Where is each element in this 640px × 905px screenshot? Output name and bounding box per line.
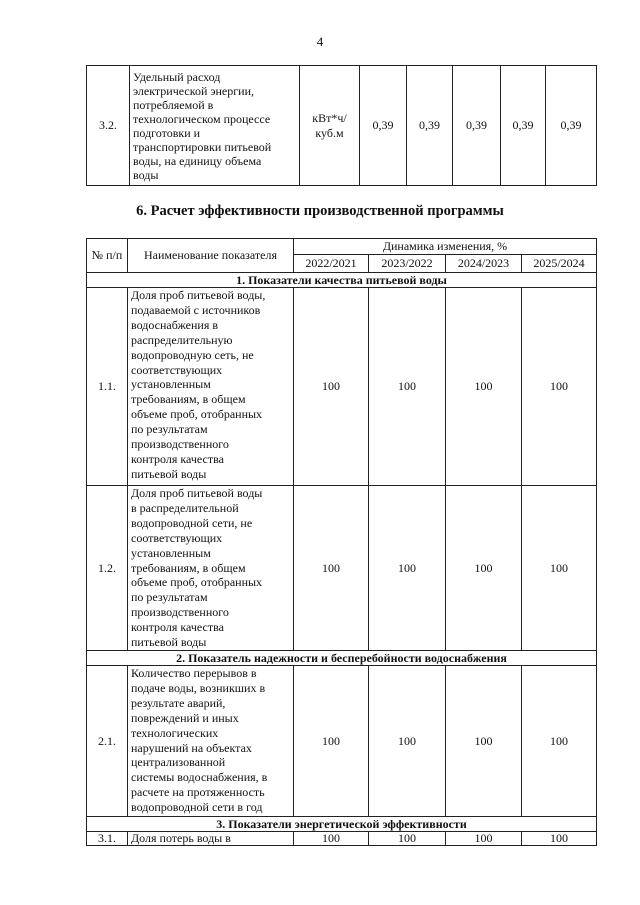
page-number: 4 [316, 34, 324, 49]
group-title: 3. Показатели энергетической эффективности [87, 817, 597, 832]
value-cell: 100 [369, 486, 446, 651]
header-year: 2023/2022 [369, 255, 446, 273]
value-cell: 100 [522, 486, 597, 651]
table-row [87, 832, 597, 846]
header-dynamics: Динамика изменения, % [294, 239, 597, 255]
value-cell: 0,39 [360, 66, 407, 186]
efficiency-table [86, 238, 597, 846]
table-row [87, 66, 597, 186]
indicator-description: Доля проб питьевой воды, подаваемой с источников водоснабжения в распределительную водопроводную сеть, не соответствующих установленным требованиям, в общем объеме проб, отобранных по результатам производственного контроля качества питьевой воды [128, 288, 294, 486]
water-energy-consumption-table [86, 65, 597, 186]
header-year: 2022/2021 [294, 255, 369, 273]
table-row [87, 666, 597, 817]
value-cell: 0,39 [501, 66, 546, 186]
row-number: 1.2. [87, 486, 128, 651]
unit-cell: кВт*ч/ куб.м [300, 66, 360, 186]
header-num: № п/п [87, 239, 128, 273]
value-cell: 100 [522, 832, 597, 846]
value-cell: 100 [294, 666, 369, 817]
table-row [87, 486, 597, 651]
row-number: 2.1. [87, 666, 128, 817]
group-title: 2. Показатель надежности и бесперебойности водоснабжения [87, 651, 597, 666]
header-year: 2025/2024 [522, 255, 597, 273]
value-cell: 100 [294, 832, 369, 846]
row-number: 1.1. [87, 288, 128, 486]
value-cell: 100 [294, 288, 369, 486]
header-year: 2024/2023 [446, 255, 522, 273]
value-cell: 100 [369, 666, 446, 817]
value-cell: 100 [446, 288, 522, 486]
group-row [87, 651, 597, 666]
value-cell: 0,39 [453, 66, 501, 186]
group-row [87, 273, 597, 288]
indicator-description: Количество перерывов в подаче воды, возникших в результате аварий, повреждений и иных технологических нарушений на объектах централизованной системы водоснабжения, в расчете на протяженность водопроводной сети в год [128, 666, 294, 817]
indicator-description: Доля проб питьевой воды в распределительной водопроводной сети, не соответствующих установленным требованиям, в общем объеме проб, отобранных по результатам производственного контроля качества питьевой воды [128, 486, 294, 651]
value-cell: 100 [294, 486, 369, 651]
row-number: 3.2. [87, 66, 130, 186]
value-cell: 100 [522, 288, 597, 486]
indicator-description: Доля потерь воды в [128, 832, 294, 846]
row-number: 3.1. [87, 832, 128, 846]
value-cell: 0,39 [546, 66, 597, 186]
value-cell: 0,39 [407, 66, 453, 186]
group-row [87, 817, 597, 832]
section-title: 6. Расчет эффективности производственной программы [136, 203, 504, 219]
value-cell: 100 [522, 666, 597, 817]
header-name: Наименование показателя [128, 239, 294, 273]
value-cell: 100 [446, 832, 522, 846]
value-cell: 100 [369, 832, 446, 846]
value-cell: 100 [369, 288, 446, 486]
value-cell: 100 [446, 666, 522, 817]
value-cell: 100 [446, 486, 522, 651]
table-row [87, 288, 597, 486]
group-title: 1. Показатели качества питьевой воды [87, 273, 597, 288]
header-row [87, 239, 597, 255]
indicator-description: Удельный расход электрической энергии, потребляемой в технологическом процессе подготовки и транспортировки питьевой воды, на единицу объема воды [130, 66, 300, 186]
